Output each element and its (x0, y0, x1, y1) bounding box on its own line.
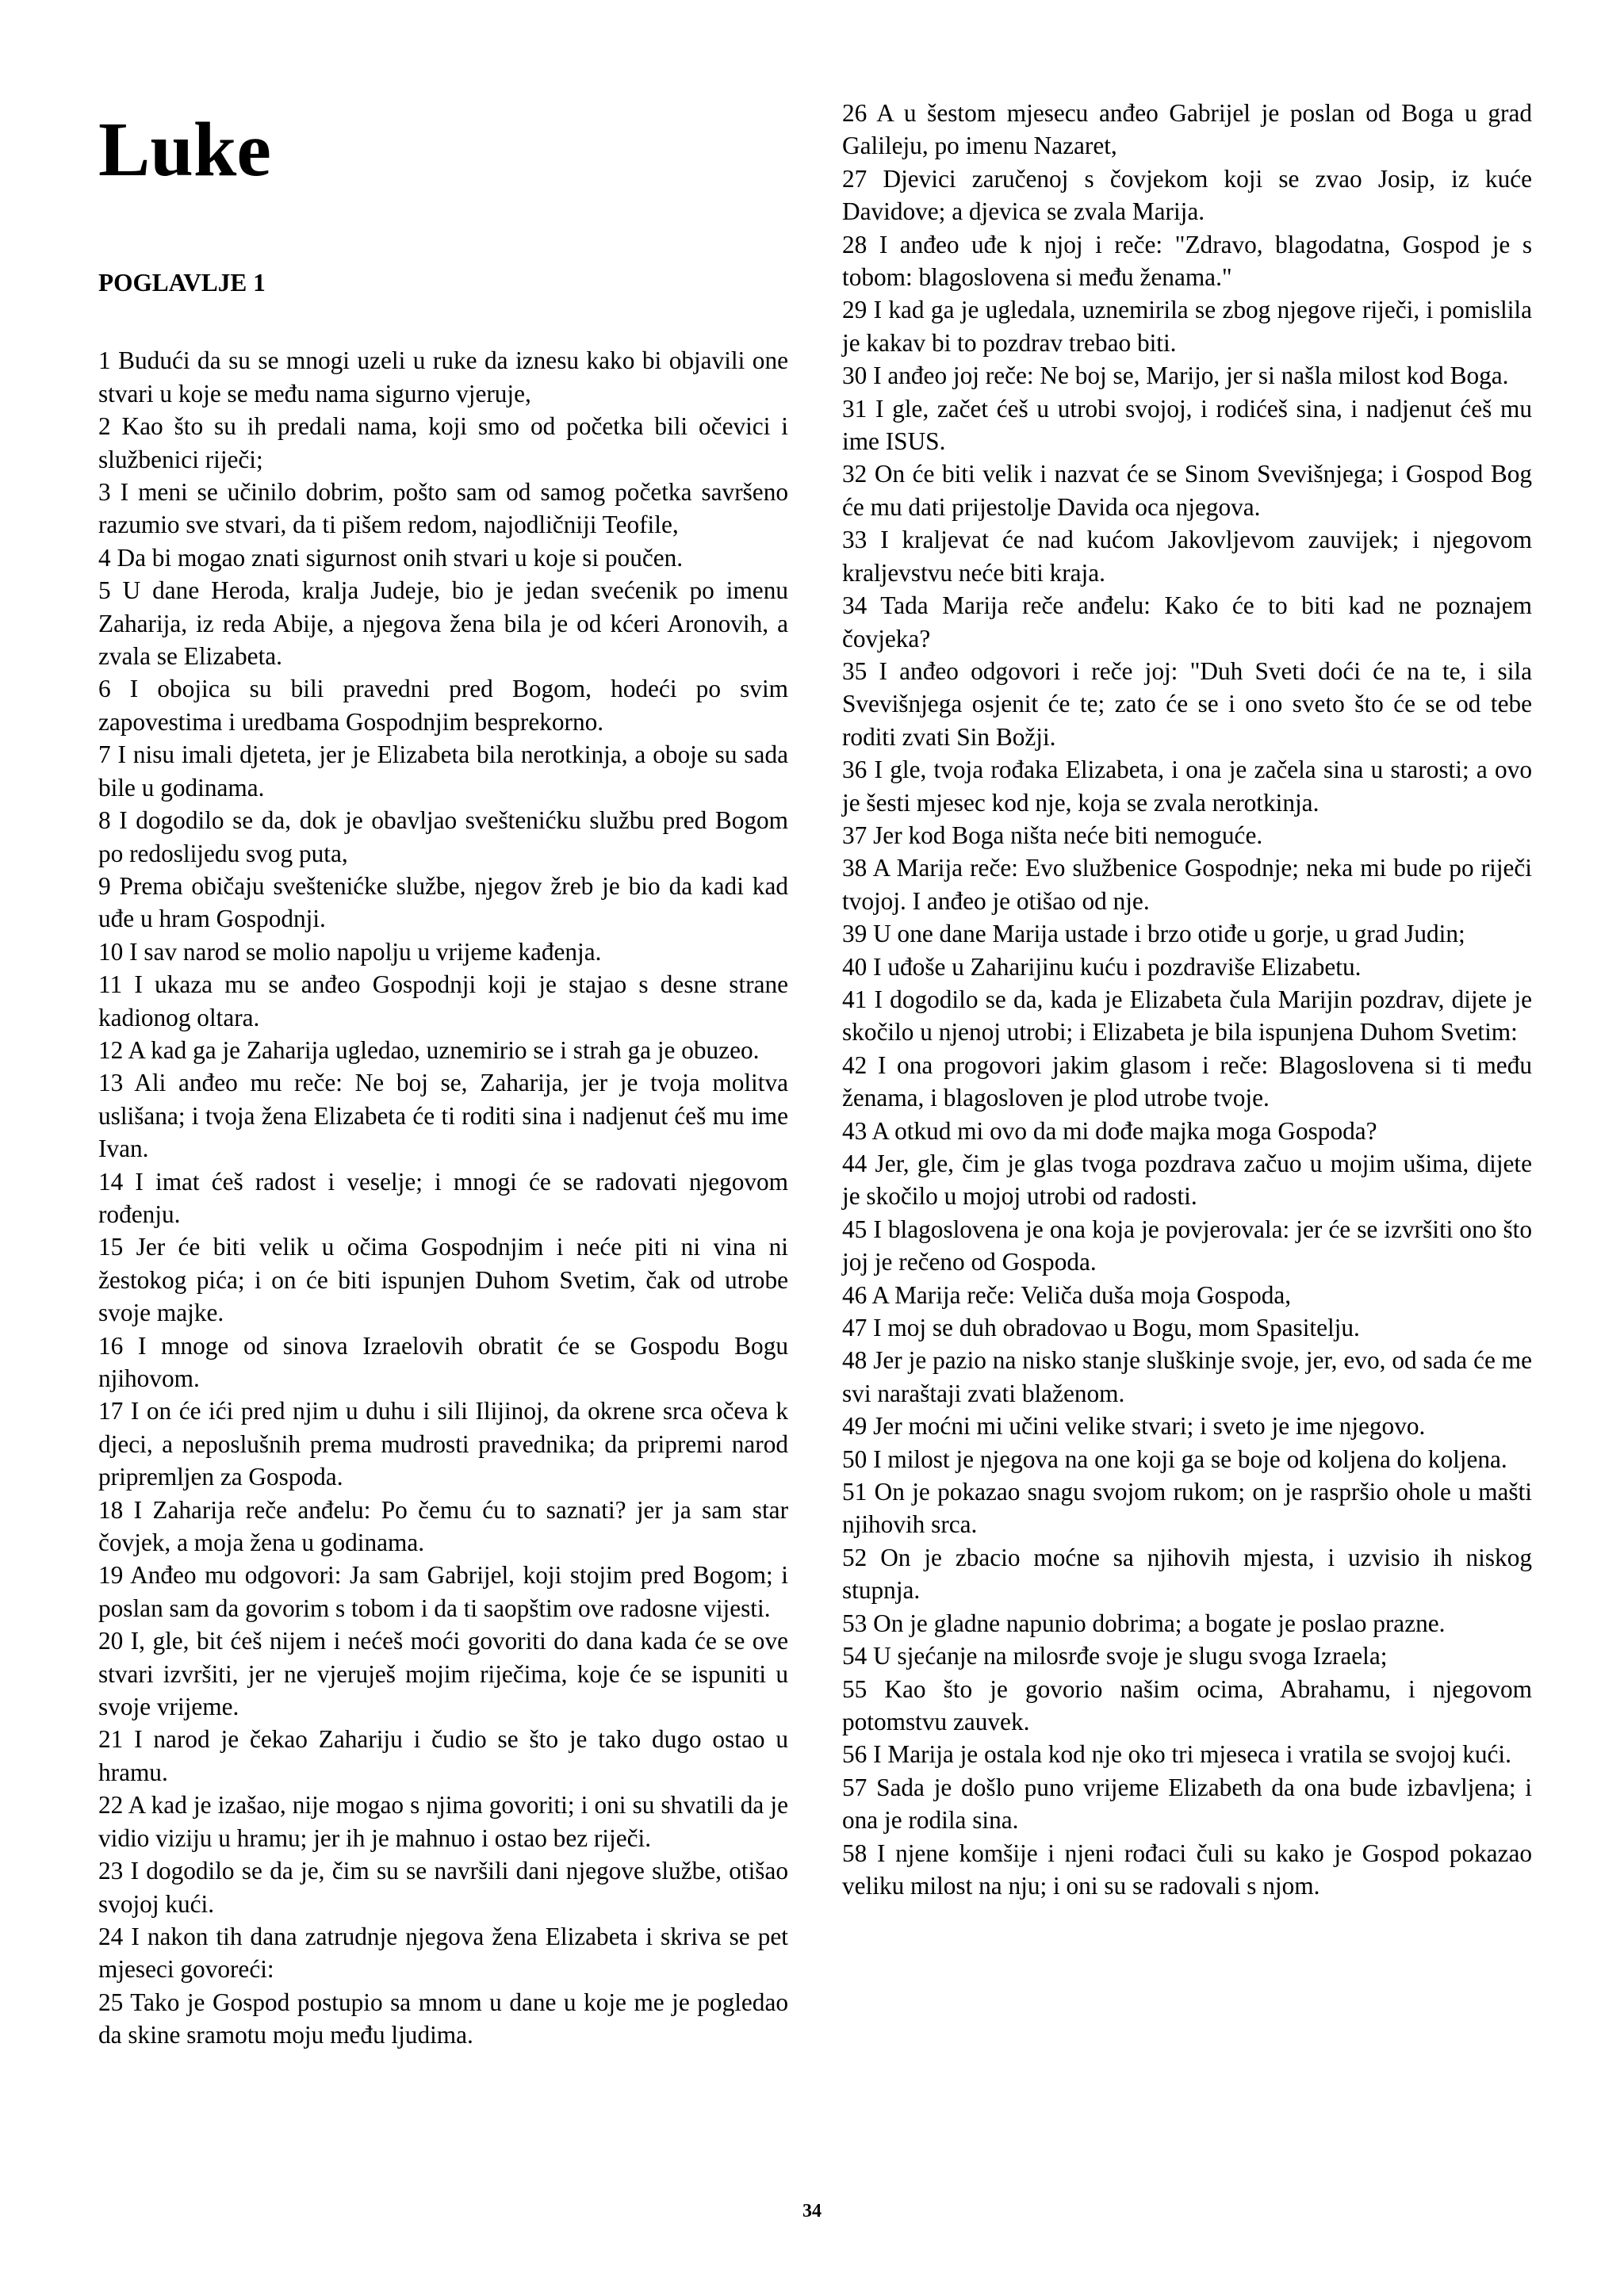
verse: 37 Jer kod Boga ništa neće biti nemoguće. (842, 821, 1263, 849)
verse: 28 I anđeo uđe k njoj i reče: "Zdravo, blagodatna, Gospod je s tobom: blagoslovena si među ženama." (842, 230, 1532, 292)
left-column (98, 97, 788, 2052)
verse: 52 On je zbacio moćne sa njihovih mjesta, i uzvisio ih niskog stupnja. (842, 1543, 1532, 1605)
verse: 27 Djevici zaručenoj s čovjekom koji se zvao Josip, iz kuće Davidove; a djevica se zvala Marija. (842, 164, 1532, 226)
verse: 6 I obojica su bili pravedni pred Bogom, hodeći po svim zapovestima i uredbama Gospodnjim besprekorno. (98, 675, 788, 736)
verse: 32 On će biti velik i nazvat će se Sinom Svevišnjega; i Gospod Bog će mu dati prijestolje Davida oca njegova. (842, 460, 1532, 521)
verse: 57 Sada je došlo puno vrijeme Elizabeth da ona bude izbavljena; i ona je rodila sina. (842, 1773, 1532, 1835)
verse: 30 I anđeo joj reče: Ne boj se, Marijo, jer si našla milost kod Boga. (842, 362, 1509, 390)
verse: 58 I njene komšije i njeni rođaci čuli su kako je Gospod pokazao veliku milost na nju; i oni su se radovali s njom. (842, 1839, 1532, 1900)
verse: 54 U sjećanje na milosrđe svoje je slugu svoga Izraela; (842, 1642, 1388, 1670)
verse: 36 I gle, tvoja rođaka Elizabeta, i ona je začela sina u starosti; a ovo je šesti mjesec kod nje, koja se zvala nerotkinja. (842, 756, 1532, 817)
verse: 50 I milost je njegova na one koji ga se boje od koljena do koljena. (842, 1445, 1507, 1473)
verse: 8 I dogodilo se da, dok je obavljao sveštenićku službu pred Bogom po redoslijedu svog puta, (98, 806, 788, 867)
verse: 12 A kad ga je Zaharija ugledao, uznemirio se i strah ga je obuzeo. (98, 1035, 760, 1064)
verse: 14 I imat ćeš radost i veselje; i mnogi će se radovati njegovom rođenju. (98, 1167, 788, 1228)
verse: 5 U dane Heroda, kralja Judeje, bio je jedan svećenik po imenu Zaharija, iz reda Abije, a njegova žena bila je od kćeri Aronovih, a zvala se Elizabeta. (98, 576, 788, 671)
verse: 55 Kao što je govorio našim ocima, Abrahamu, i njegovom potomstvu zauvek. (842, 1674, 1532, 1735)
verse: 23 I dogodilo se da je, čim su se navršili dani njegove službe, otišao svojoj kući. (98, 1857, 788, 1918)
verse: 43 A otkud mi ovo da mi dođe majka moga Gospoda? (842, 1116, 1377, 1145)
verse: 29 I kad ga je ugledala, uznemirila se zbog njegove riječi, i pomislila je kakav bi to pozdrav trebao biti. (842, 296, 1532, 357)
verse: 11 I ukaza mu se anđeo Gospodnji koji je stajao s desne strane kadionog oltara. (98, 970, 788, 1031)
left-verse-list (98, 344, 788, 2051)
verse: 15 Jer će biti velik u očima Gospodnjim i neće piti ni vina ni žestokog pića; i on će biti ispunjen Duhom Svetim, čak od utrobe svoje majke. (98, 1233, 788, 1327)
verse: 41 I dogodilo se da, kada je Elizabeta čula Marijin pozdrav, dijete je skočilo u njenoj utrobi; i Elizabeta je bila ispunjena Duhom Svetim: (842, 985, 1532, 1047)
verse: 34 Tada Marija reče anđelu: Kako će to biti kad ne poznajem čovjeka? (842, 591, 1532, 652)
verse: 10 I sav narod se molio napolju u vrijeme kađenja. (98, 937, 602, 966)
verse: 3 I meni se učinilo dobrim, pošto sam od samog početka savršeno razumio sve stvari, da ti pišem redom, najodličniji Teofile, (98, 478, 788, 539)
verse: 21 I narod je čekao Zahariju i čudio se što je tako dugo ostao u hramu. (98, 1725, 788, 1786)
verse: 20 I, gle, bit ćeš nijem i nećeš moći govoriti do dana kada će se ove stvari izvršiti, jer ne vjeruješ mojim riječima, koje će se ispuniti u svoje vrijeme. (98, 1627, 788, 1721)
verse: 53 On je gladne napunio dobrima; a bogate je poslao prazne. (842, 1609, 1446, 1637)
verse: 25 Tako je Gospod postupio sa mnom u dane u koje me je pogledao da skine sramotu moju među ljudima. (98, 1988, 788, 2049)
verse: 31 I gle, začet ćeš u utrobi svojoj, i rodićeš sina, i nadjenut ćeš mu ime ISUS. (842, 394, 1532, 456)
verse: 24 I nakon tih dana zatrudnje njegova žena Elizabeta i skriva se pet mjeseci govoreći: (98, 1922, 788, 1984)
verse: 4 Da bi mogao znati sigurnost onih stvari u koje si poučen. (98, 543, 684, 572)
verse: 49 Jer moćni mi učini velike stvari; i sveto je ime njegovo. (842, 1412, 1426, 1441)
verse: 13 Ali anđeo mu reče: Ne boj se, Zaharija, jer je tvoja molitva uslišana; i tvoja žena Elizabeta će ti roditi sina i nadjenut ćeš mu ime Ivan. (98, 1069, 788, 1163)
verse: 33 I kraljevat će nad kućom Jakovljevom zauvijek; i njegovom kraljevstvu neće biti kraja. (842, 526, 1532, 587)
page-number: 34 (802, 2201, 822, 2221)
verse: 48 Jer je pazio na nisko stanje sluškinje svoje, jer, evo, od sada će me svi naraštaji zvati blaženom. (842, 1346, 1532, 1407)
verse: 7 I nisu imali djeteta, jer je Elizabeta bila nerotkinja, a oboje su sada bile u godinama. (98, 740, 788, 802)
right-column (842, 97, 1532, 1902)
right-verse-list (842, 97, 1532, 1902)
verse: 51 On je pokazao snagu svojom rukom; on je raspršio ohole u mašti njihovih srca. (842, 1478, 1532, 1539)
verse: 26 A u šestom mjesecu anđeo Gabrijel je poslan od Boga u grad Galileju, po imenu Nazaret, (842, 99, 1532, 160)
book-title: Luke (98, 107, 271, 193)
verse: 39 U one dane Marija ustade i brzo otiđe u gorje, u grad Judin; (842, 920, 1465, 948)
verse: 35 I anđeo odgovori i reče joj: "Duh Sveti doći će na te, i sila Svevišnjega osjenit će te; zato će se i ono sveto što će se od tebe roditi zvati Sin Božji. (842, 656, 1532, 751)
verse: 42 I ona progovori jakim glasom i reče: Blagoslovena si ti među ženama, i blagosloven je plod utrobe tvoje. (842, 1050, 1532, 1112)
verse: 40 I uđoše u Zaharijinu kuću i pozdraviše Elizabetu. (842, 952, 1362, 981)
verse: 19 Anđeo mu odgovori: Ja sam Gabrijel, koji stojim pred Bogom; i poslan sam da govorim s tobom i da ti saopštim ove radosne vijesti. (98, 1561, 788, 1622)
verse: 46 A Marija reče: Veliča duša moja Gospoda, (842, 1280, 1292, 1309)
verse: 2 Kao što su ih predali nama, koji smo od početka bili očevici i službenici riječi; (98, 412, 788, 473)
verse: 44 Jer, gle, čim je glas tvoga pozdrava začuo u mojim ušima, dijete je skočilo u mojoj utrobi od radosti. (842, 1150, 1532, 1211)
verse: 45 I blagoslovena je ona koja je povjerovala: jer će se izvršiti ono što joj je rečeno od Gospoda. (842, 1215, 1532, 1276)
chapter-heading: POGLAVLJE 1 (98, 269, 266, 297)
verse: 1 Budući da su se mnogi uzeli u ruke da iznesu kako bi objavili one stvari u koje se među nama sigurno vjeruje, (98, 346, 788, 408)
verse: 9 Prema običaju sveštenićke službe, njegov žreb je bio da kadi kad uđe u hram Gospodnji. (98, 871, 788, 933)
verse: 17 I on će ići pred njim u duhu i sili Ilijinoj, da okrene srca očeva k djeci, a neposlušnih prema mudrosti pravednika; da pripremi narod pripremljen za Gospoda. (98, 1397, 788, 1491)
verse: 18 I Zaharija reče anđelu: Po čemu ću to saznati? jer ja sam star čovjek, a moja žena u godinama. (98, 1495, 788, 1557)
verse: 16 I mnoge od sinova Izraelovih obratit će se Gospodu Bogu njihovom. (98, 1331, 788, 1392)
verse: 47 I moj se duh obradovao u Bogu, mom Spasitelju. (842, 1314, 1360, 1342)
verse: 56 I Marija je ostala kod nje oko tri mjeseca i vratila se svojoj kući. (842, 1740, 1511, 1769)
verse: 38 A Marija reče: Evo službenice Gospodnje; neka mi bude po riječi tvojoj. I anđeo je otišao od nje. (842, 854, 1532, 915)
verse: 22 A kad je izašao, nije mogao s njima govoriti; i oni su shvatili da je vidio viziju u hramu; jer ih je mahnuo i ostao bez riječi. (98, 1791, 788, 1852)
